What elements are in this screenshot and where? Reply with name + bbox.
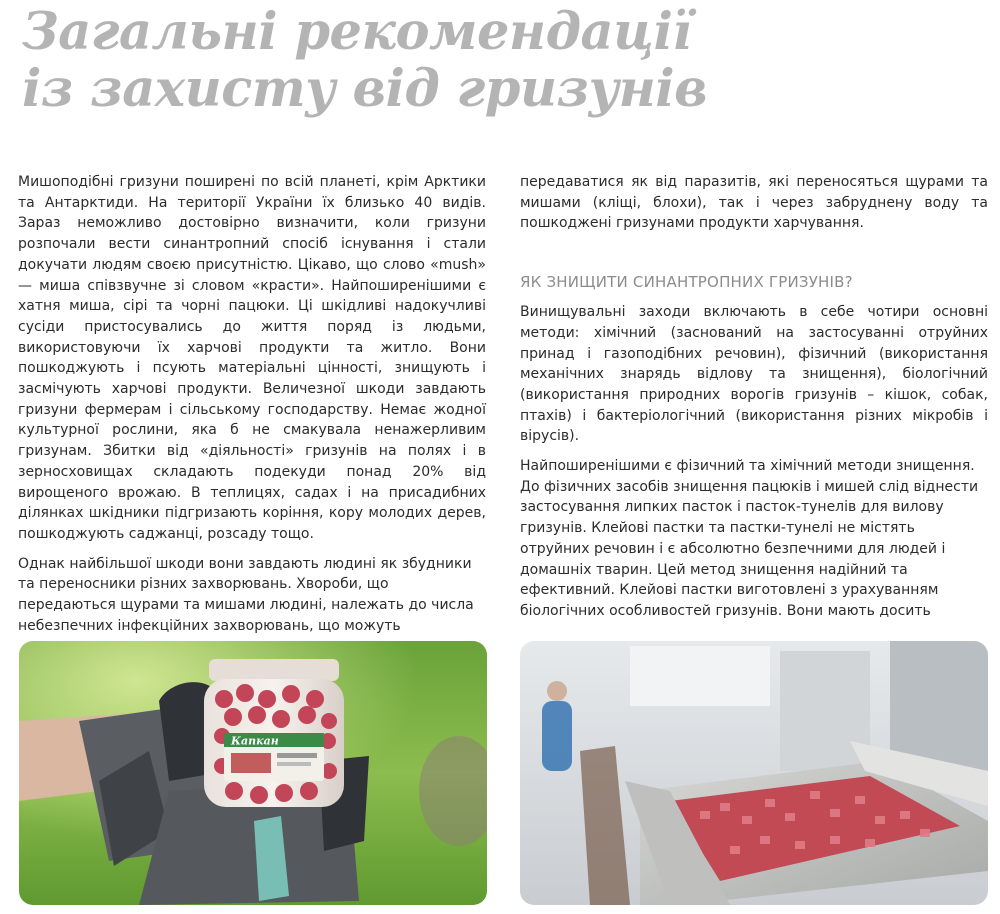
left-column [18,172,486,645]
paragraph: Найпоширенішими є фізичний та хімічний методи знищення. До фізичних засобів знищення пацюків і мишей слід віднести застосування липких пасток і пасток-тунелів для вилову гризунів. Клейові пастки та пастки-тунелі не містять отруйних речовин і є абсолютно безпечними для людей і домашніх тварин. Цей метод знищення надійний та ефективний. Клейові пастки виготовлені з урахуванням біологічних особливостей гризунів. Вони мають досить [520,458,979,619]
paragraph: Винищувальні заходи включають в себе чотири основні методи: хімічний (заснований на застосуванні отруйних принад і газоподібних речовин), фізичний (використання механічних знарядь відлову та знищення), біологічний (використання природних ворогів гризунів – кішок, собак, птахів) і бактеріологічний (використання різних мікробів і вірусів). [520,304,988,445]
paragraph: Мишоподібні гризуни поширені по всій планеті, крім Арктики та Антарктиди. На території України їх близько 40 видів. Зараз неможливо достовірно визначити, коли гризуни розпочали вести синантропний спосіб існування і стали докучати людям своєю присутністю. Цікаво, що слово «mush» — миша співзвучне зі словом «красти». Найпоширенішими є хатня миша, сірі та чорні пацюки. Ці шкідливі надокучливі сусіди пристосувались до життя поряд із людьми, використовуючи їх харчові продукти та житло. Вони пошкоджують і псують матеріальні цінності, знищують і засмічують харчові продукти. Величезної шкоди завдають гризуни фермерам і сільському господарству. Немає жодної культурної рослини, яка б не смакувала ненажерливим гризунам. Збитки від «діяльності» гризунів на полях і в зерносховищах складають подекуди понад 20% від вирощеного врожаю. В теплицях, садах і на присадибних ділянках шкідники підгризають коріння, кору молодих дерев, пошкоджують саджанці, розсаду тощо. [18,174,486,542]
photo-bait-production-line [520,641,988,905]
production-line-illustration [520,641,988,905]
photo-hands-with-bait-jar [19,641,487,905]
paragraph: передаватися як від паразитів, які переносяться щурами та мишами (кліщі, блохи), так і через забруднену воду та пошкоджені гризунами продукти харчування. [520,174,988,232]
jar-label-text: Капкан [231,734,279,748]
paragraph: Однак найбільшої шкоди вони завдають людині як збудники та переносники різних захворювань. Хвороби, що передаються щурами та мишами людині, належать до числа небезпечних інфекційних захворювань, що можуть [18,555,474,634]
section-heading: ЯК ЗНИЩИТИ СИНАНТРОПНИХ ГРИЗУНІВ? [520,273,853,292]
right-column [520,172,988,631]
article-title: Загальні рекомендації із захисту від гризунів [22,2,708,119]
bait-jar-illustration [19,641,487,905]
